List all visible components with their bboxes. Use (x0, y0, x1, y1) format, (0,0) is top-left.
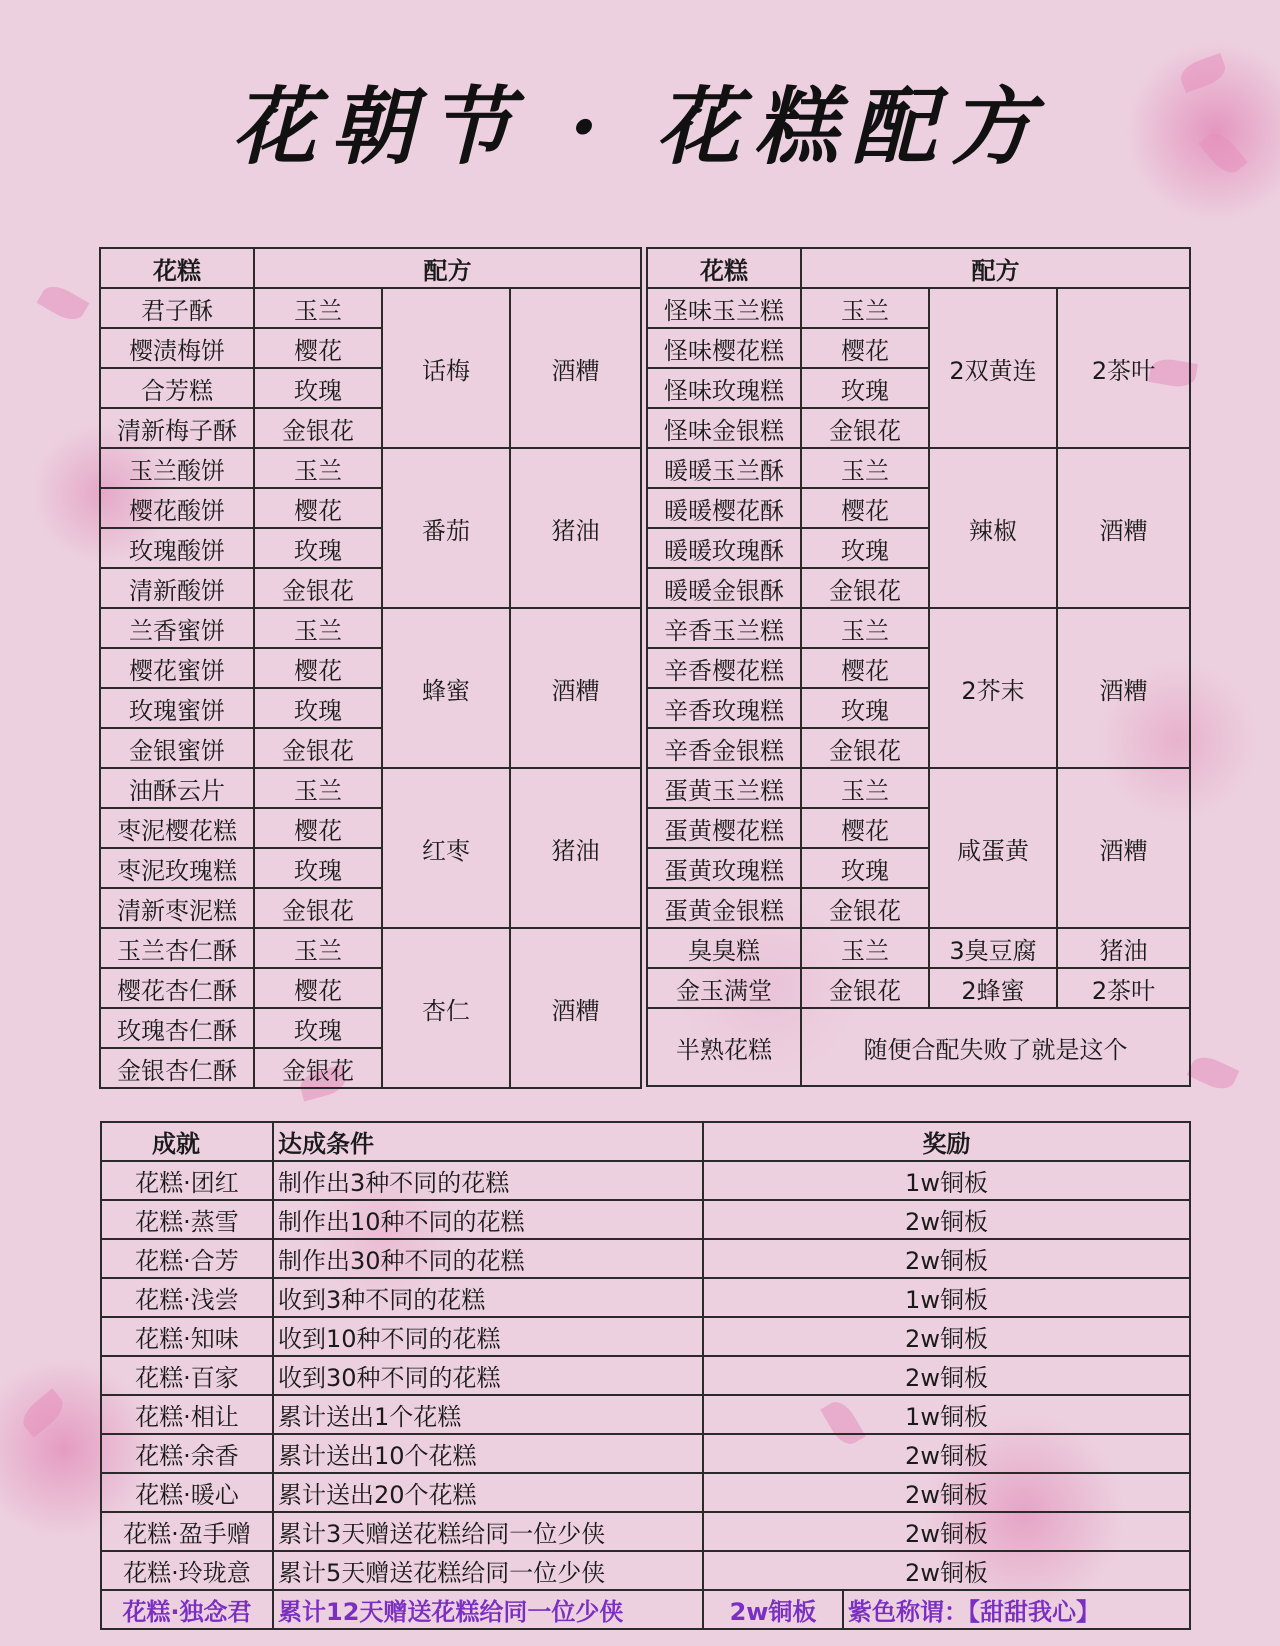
cake-name: 辛香玫瑰糕 (647, 688, 801, 728)
ingredient: 辣椒 (929, 448, 1057, 608)
table-row (101, 1239, 1190, 1278)
flower: 玫瑰 (254, 528, 382, 568)
header-achievement: 成就 (101, 1122, 273, 1161)
achievement-name: 花糕·独念君 (101, 1590, 273, 1629)
achievement-reward: 2w铜板 (703, 1356, 1190, 1395)
cake-name: 金玉满堂 (647, 968, 801, 1008)
flower: 玉兰 (254, 928, 382, 968)
achievement-reward: 1w铜板 (703, 1161, 1190, 1200)
achievement-table (100, 1121, 1191, 1630)
table-row (100, 448, 641, 488)
table-row (100, 608, 641, 648)
flower: 金银花 (254, 408, 382, 448)
cake-name: 辛香玉兰糕 (647, 608, 801, 648)
cake-name: 金银杏仁酥 (100, 1048, 254, 1088)
table-row (647, 1008, 1190, 1086)
cake-name: 玉兰酸饼 (100, 448, 254, 488)
achievement-condition: 制作出3种不同的花糕 (273, 1161, 703, 1200)
base: 猪油 (510, 448, 641, 608)
achievement-name: 花糕·暖心 (101, 1473, 273, 1512)
table-row (101, 1200, 1190, 1239)
ingredient: 2芥末 (929, 608, 1057, 768)
flower: 金银花 (801, 408, 929, 448)
achievement-reward: 2w铜板 (703, 1551, 1190, 1590)
base: 酒糟 (1057, 608, 1190, 768)
table-row (647, 928, 1190, 968)
table-row (101, 1473, 1190, 1512)
achievement-name: 花糕·盈手赠 (101, 1512, 273, 1551)
table-header-row (647, 248, 1190, 288)
cake-name: 暖暖樱花酥 (647, 488, 801, 528)
header-condition: 达成条件 (273, 1122, 703, 1161)
table-row (101, 1512, 1190, 1551)
table-row (647, 448, 1190, 488)
flower: 玉兰 (801, 288, 929, 328)
flower: 玉兰 (801, 768, 929, 808)
flower: 樱花 (801, 488, 929, 528)
flower: 玉兰 (801, 448, 929, 488)
achievement-reward: 2w铜板 (703, 1317, 1190, 1356)
base: 酒糟 (510, 608, 641, 768)
achievement-name: 花糕·玲珑意 (101, 1551, 273, 1590)
achievement-name: 花糕·蒸雪 (101, 1200, 273, 1239)
achievement-name: 花糕·百家 (101, 1356, 273, 1395)
achievement-condition: 制作出30种不同的花糕 (273, 1239, 703, 1278)
table-row (100, 928, 641, 968)
header-recipe: 配方 (254, 248, 641, 288)
cake-name: 辛香樱花糕 (647, 648, 801, 688)
header-cake: 花糕 (647, 248, 801, 288)
table-header-row (100, 248, 641, 288)
flower: 玫瑰 (801, 368, 929, 408)
achievement-reward: 1w铜板 (703, 1395, 1190, 1434)
base: 酒糟 (510, 928, 641, 1088)
base: 2茶叶 (1057, 288, 1190, 448)
flower: 玉兰 (254, 448, 382, 488)
flower: 樱花 (254, 648, 382, 688)
ingredient: 咸蛋黄 (929, 768, 1057, 928)
flower: 樱花 (801, 648, 929, 688)
table-row (101, 1395, 1190, 1434)
flower: 玉兰 (801, 608, 929, 648)
cake-name: 合芳糕 (100, 368, 254, 408)
flower: 樱花 (254, 808, 382, 848)
cake-name: 臭臭糕 (647, 928, 801, 968)
flower: 金银花 (801, 968, 929, 1008)
flower: 玫瑰 (801, 688, 929, 728)
flower: 樱花 (254, 328, 382, 368)
table-row (100, 768, 641, 808)
flower: 樱花 (254, 968, 382, 1008)
achievement-condition: 收到10种不同的花糕 (273, 1317, 703, 1356)
achievement-condition: 收到30种不同的花糕 (273, 1356, 703, 1395)
flower: 樱花 (801, 808, 929, 848)
flower: 玫瑰 (801, 528, 929, 568)
achievement-name: 花糕·余香 (101, 1434, 273, 1473)
table-row (101, 1356, 1190, 1395)
table-row (101, 1551, 1190, 1590)
achievement-condition: 累计12天赠送花糕给同一位少侠 (273, 1590, 703, 1629)
cake-name: 暖暖玫瑰酥 (647, 528, 801, 568)
flower: 玫瑰 (254, 1008, 382, 1048)
table-row (101, 1434, 1190, 1473)
table-row (647, 768, 1190, 808)
cake-name: 清新梅子酥 (100, 408, 254, 448)
cake-name: 樱花杏仁酥 (100, 968, 254, 1008)
cake-name: 玉兰杏仁酥 (100, 928, 254, 968)
header-recipe: 配方 (801, 248, 1190, 288)
base: 酒糟 (1057, 768, 1190, 928)
achievement-name: 花糕·相让 (101, 1395, 273, 1434)
ingredient: 2双黄连 (929, 288, 1057, 448)
achievement-reward: 2w铜板 (703, 1434, 1190, 1473)
cake-name: 怪味玉兰糕 (647, 288, 801, 328)
cake-name: 兰香蜜饼 (100, 608, 254, 648)
base: 酒糟 (1057, 448, 1190, 608)
cake-name: 半熟花糕 (647, 1008, 801, 1086)
cake-name: 枣泥樱花糕 (100, 808, 254, 848)
cake-name: 怪味樱花糕 (647, 328, 801, 368)
recipe-table-left (99, 247, 642, 1089)
achievement-name: 花糕·团红 (101, 1161, 273, 1200)
achievement-reward: 2w铜板 (703, 1590, 843, 1629)
achievement-condition: 累计送出20个花糕 (273, 1473, 703, 1512)
achievement-condition: 累计送出10个花糕 (273, 1434, 703, 1473)
ingredient: 番茄 (382, 448, 510, 608)
cake-name: 油酥云片 (100, 768, 254, 808)
table-row (101, 1161, 1190, 1200)
achievement-condition: 累计送出1个花糕 (273, 1395, 703, 1434)
flower: 樱花 (801, 328, 929, 368)
cake-name: 樱渍梅饼 (100, 328, 254, 368)
cake-name: 暖暖玉兰酥 (647, 448, 801, 488)
cake-name: 清新枣泥糕 (100, 888, 254, 928)
header-cake: 花糕 (100, 248, 254, 288)
cake-name: 枣泥玫瑰糕 (100, 848, 254, 888)
flower: 玫瑰 (254, 688, 382, 728)
flower: 金银花 (254, 568, 382, 608)
flower: 樱花 (254, 488, 382, 528)
achievement-name: 花糕·合芳 (101, 1239, 273, 1278)
flower: 金银花 (801, 568, 929, 608)
cake-name: 蛋黄玫瑰糕 (647, 848, 801, 888)
flower: 玫瑰 (801, 848, 929, 888)
flower: 金银花 (254, 1048, 382, 1088)
cake-name: 暖暖金银酥 (647, 568, 801, 608)
achievement-name: 花糕·知味 (101, 1317, 273, 1356)
achievement-name: 花糕·浅尝 (101, 1278, 273, 1317)
ingredient: 3臭豆腐 (929, 928, 1057, 968)
cake-name: 金银蜜饼 (100, 728, 254, 768)
achievement-condition: 累计3天赠送花糕给同一位少侠 (273, 1512, 703, 1551)
achievement-reward: 2w铜板 (703, 1512, 1190, 1551)
flower: 玉兰 (254, 768, 382, 808)
achievement-condition: 收到3种不同的花糕 (273, 1278, 703, 1317)
cake-name: 辛香金银糕 (647, 728, 801, 768)
cake-name: 樱花酸饼 (100, 488, 254, 528)
cake-name: 玫瑰杏仁酥 (100, 1008, 254, 1048)
flower: 金银花 (254, 728, 382, 768)
table-row (647, 608, 1190, 648)
flower: 玉兰 (254, 288, 382, 328)
table-row (647, 288, 1190, 328)
table-header-row (101, 1122, 1190, 1161)
achievement-title-reward: 紫色称谓：【甜甜我心】 (843, 1590, 1190, 1629)
cake-name: 怪味金银糕 (647, 408, 801, 448)
achievement-condition: 制作出10种不同的花糕 (273, 1200, 703, 1239)
flower: 金银花 (801, 888, 929, 928)
cake-name: 玫瑰酸饼 (100, 528, 254, 568)
table-row (101, 1317, 1190, 1356)
table-row-special (101, 1590, 1190, 1629)
cake-name: 怪味玫瑰糕 (647, 368, 801, 408)
achievement-reward: 2w铜板 (703, 1239, 1190, 1278)
header-reward: 奖励 (703, 1122, 1190, 1161)
ingredient: 蜂蜜 (382, 608, 510, 768)
flower: 金银花 (801, 728, 929, 768)
cake-name: 玫瑰蜜饼 (100, 688, 254, 728)
cake-name: 君子酥 (100, 288, 254, 328)
ingredient: 话梅 (382, 288, 510, 448)
cake-name: 蛋黄樱花糕 (647, 808, 801, 848)
table-row (100, 288, 641, 328)
base: 酒糟 (510, 288, 641, 448)
achievement-reward: 1w铜板 (703, 1278, 1190, 1317)
ingredient: 杏仁 (382, 928, 510, 1088)
cake-name: 蛋黄金银糕 (647, 888, 801, 928)
achievement-reward: 2w铜板 (703, 1200, 1190, 1239)
base: 猪油 (510, 768, 641, 928)
table-row (101, 1278, 1190, 1317)
flower: 玫瑰 (254, 368, 382, 408)
recipe-table-right (646, 247, 1191, 1087)
page-title: 花朝节 · 花糕配方 (232, 77, 1048, 176)
cake-name: 蛋黄玉兰糕 (647, 768, 801, 808)
achievement-condition: 累计5天赠送花糕给同一位少侠 (273, 1551, 703, 1590)
cake-name: 樱花蜜饼 (100, 648, 254, 688)
flower: 玉兰 (254, 608, 382, 648)
flower: 金银花 (254, 888, 382, 928)
table-row (647, 968, 1190, 1008)
flower: 玉兰 (801, 928, 929, 968)
flower: 玫瑰 (254, 848, 382, 888)
failed-note: 随便合配失败了就是这个 (801, 1008, 1190, 1086)
ingredient: 2蜂蜜 (929, 968, 1057, 1008)
base: 猪油 (1057, 928, 1190, 968)
ingredient: 红枣 (382, 768, 510, 928)
base: 2茶叶 (1057, 968, 1190, 1008)
cake-name: 清新酸饼 (100, 568, 254, 608)
achievement-reward: 2w铜板 (703, 1473, 1190, 1512)
